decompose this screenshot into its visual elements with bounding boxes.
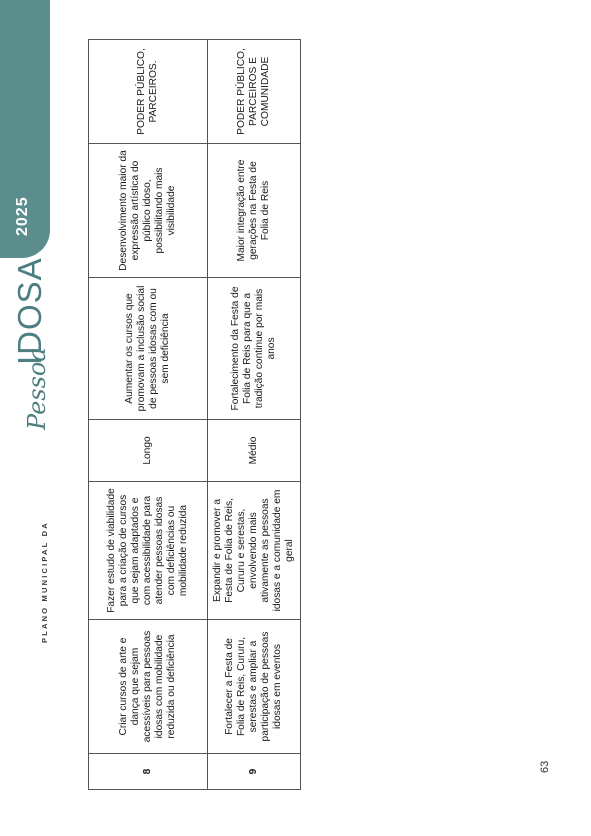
table-row [208, 40, 301, 790]
brand-logo-script: Pessoa [23, 347, 51, 430]
term-cell: Médio [208, 420, 301, 482]
year-tab [0, 0, 50, 258]
action-plan-table [88, 39, 301, 790]
term-cell: Longo [89, 420, 208, 482]
page-number: 63 [539, 760, 551, 773]
result-cell: Desenvolvimento maior da expressão artística do público idoso, possibilitando mais visibilidade [89, 144, 208, 278]
responsible-cell: PODER PÚBLICO, PARCEIROS. [89, 40, 208, 144]
year-label: 2025 [14, 196, 31, 236]
table-row [89, 40, 208, 790]
action-cell: Criar cursos de arte e dança que sejam acessíveis para pessoas idosas com mobilidade reduzida ou deficiência [89, 620, 208, 754]
goal-cell: Fortalecimento da Festa de Folia de Reis para que a tradição continue por mais anos [208, 278, 301, 420]
plan-title: PLANO MUNICIPAL DA [40, 521, 49, 643]
action-cell: Fortalecer a Festa de Folia de Reis, Cururu, serestas e ampliar a participação de pessoas idosas em eventos [208, 620, 301, 754]
goal-cell: Aumentar os cursos que promovam a inclusão social de pessoas idosas com ou sem deficiência [89, 278, 208, 420]
result-cell: Maior integração entre gerações na Festa de Folia de Reis [208, 144, 301, 278]
brand-logo-main: IDOSA [11, 257, 48, 365]
row-number: 9 [208, 754, 301, 790]
strategy-cell: Fazer estudo de viabilidade para a criação de cursos que sejam adaptados e com acessibilidade para atender pessoas idosas com deficiências ou mobilidade reduzida [89, 482, 208, 620]
strategy-cell: Expandir e promover a Festa de Folia de Reis, Cururu e serestas, envolvendo mais ativamente as pessoas idosas e a comunidade em geral [208, 482, 301, 620]
responsible-cell: PODER PÚBLICO, PARCEIROS E COMUNIDADE [208, 40, 301, 144]
row-number: 8 [89, 754, 208, 790]
